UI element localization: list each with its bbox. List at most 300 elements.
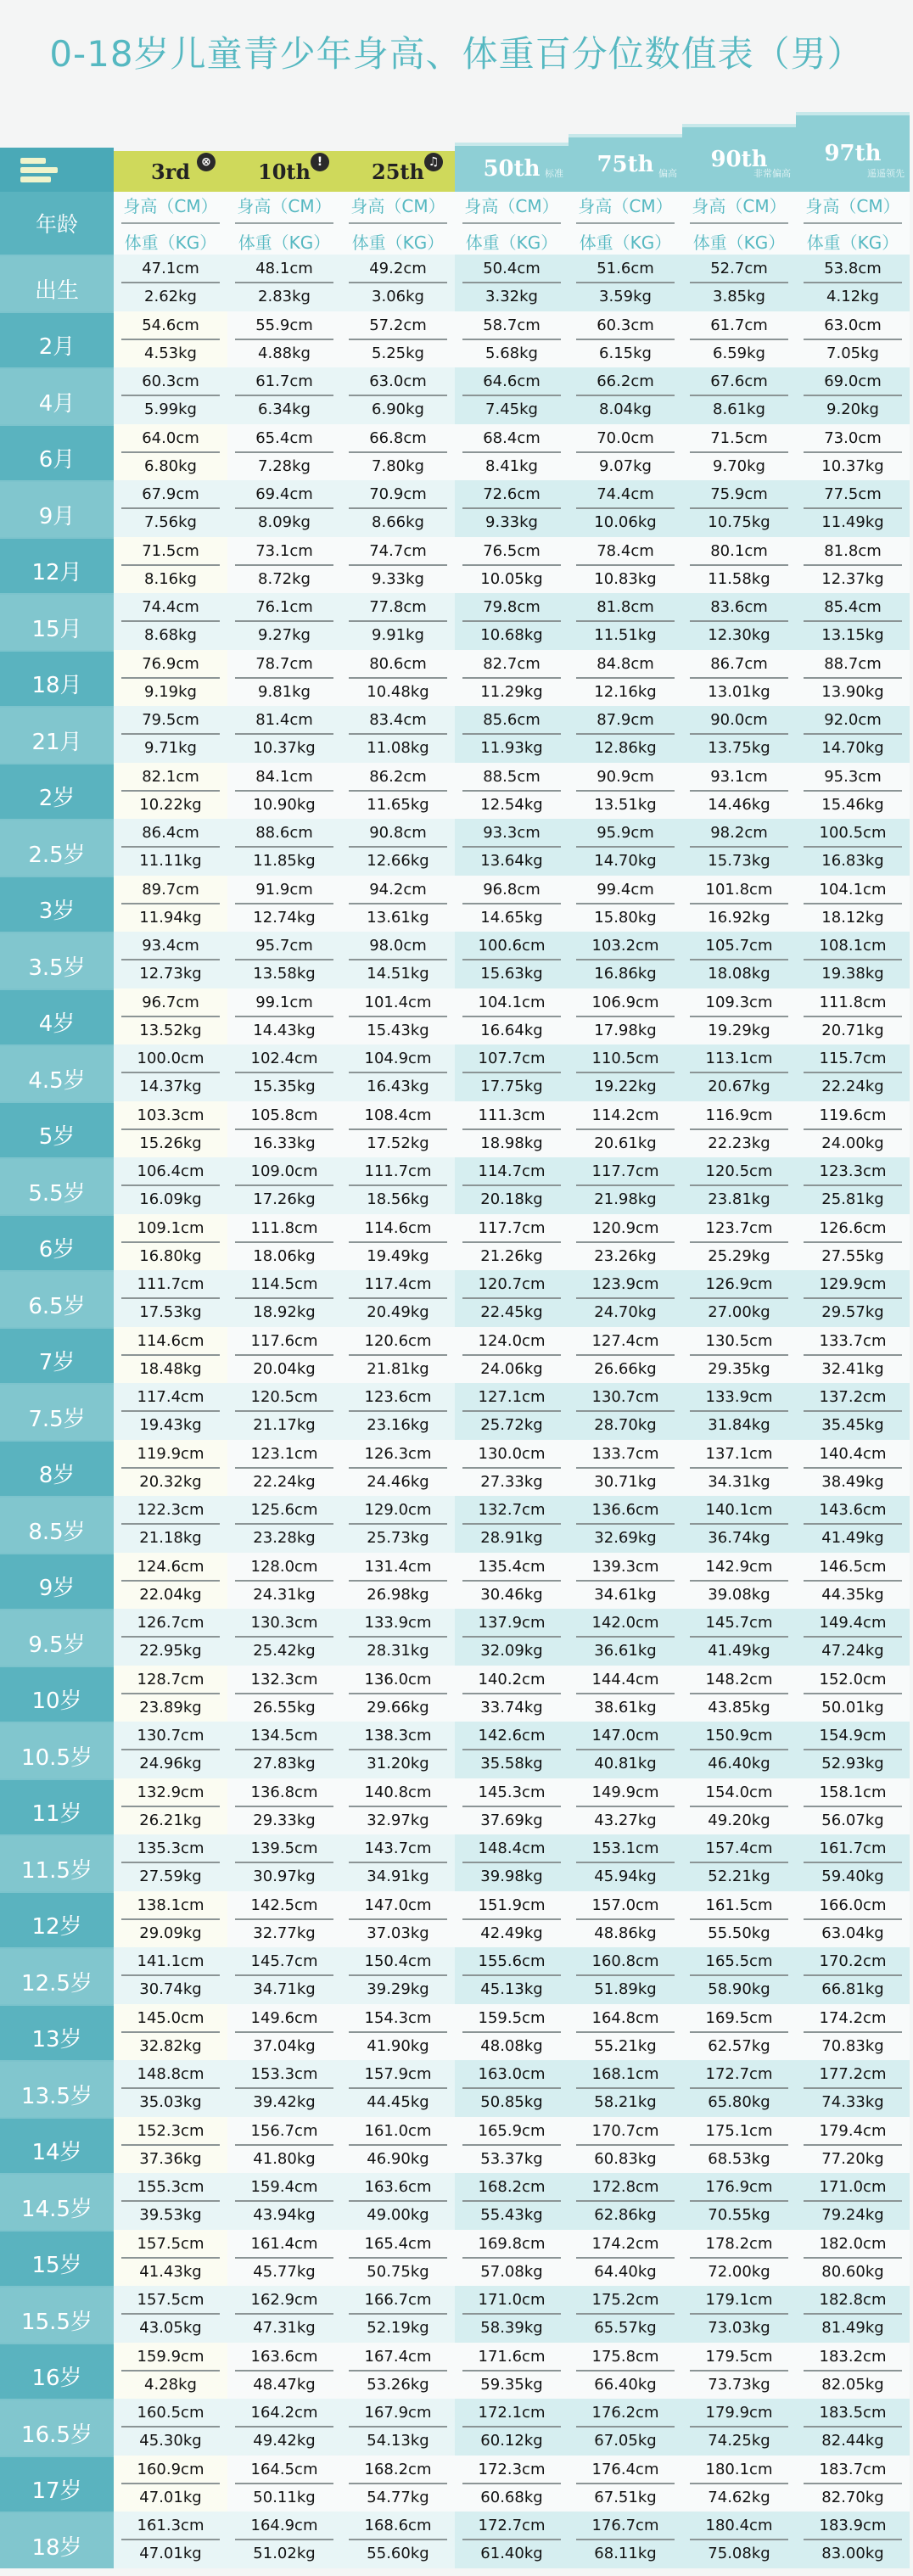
height-value: 74.4cm xyxy=(576,485,675,509)
weight-value: 36.74kg xyxy=(708,1529,770,1548)
weight-value: 82.44kg xyxy=(821,2432,884,2450)
value-cell xyxy=(569,2117,682,2174)
height-value: 138.3cm xyxy=(349,1727,447,1750)
weight-value: 32.69kg xyxy=(594,1529,657,1548)
weight-value: 47.31kg xyxy=(253,2319,316,2338)
weight-value: 19.38kg xyxy=(821,965,884,983)
height-value: 76.1cm xyxy=(235,598,333,622)
height-value: 81.8cm xyxy=(576,598,675,622)
value-cell xyxy=(227,1553,341,1610)
height-value: 180.1cm xyxy=(690,2461,788,2484)
value-cell xyxy=(682,1440,796,1497)
value-cell xyxy=(227,367,341,424)
weight-value: 49.00kg xyxy=(367,2206,429,2225)
value-cell xyxy=(455,1044,569,1101)
height-value: 157.0cm xyxy=(576,1896,675,1920)
table-row xyxy=(0,706,913,763)
value-cell xyxy=(341,1270,455,1327)
value-cell xyxy=(569,2286,682,2343)
value-cell xyxy=(341,988,455,1045)
height-value: 145.7cm xyxy=(690,1614,788,1638)
height-value: 154.3cm xyxy=(349,2009,447,2033)
weight-value: 42.49kg xyxy=(480,1924,543,1942)
weight-value: 37.36kg xyxy=(139,2149,202,2168)
weight-value: 25.81kg xyxy=(821,1190,884,1209)
value-cell xyxy=(682,2286,796,2343)
weight-value: 30.97kg xyxy=(253,1868,316,1886)
value-cell xyxy=(796,537,910,594)
value-cell xyxy=(114,2456,227,2512)
value-cell xyxy=(227,2286,341,2343)
value-cell xyxy=(114,1157,227,1214)
weight-value: 25.42kg xyxy=(253,1642,316,1660)
weight-value: 20.49kg xyxy=(367,1303,429,1322)
weight-value: 16.92kg xyxy=(708,908,770,927)
height-value: 147.0cm xyxy=(576,1727,675,1750)
height-value: 98.0cm xyxy=(349,937,447,960)
height-value: 171.6cm xyxy=(462,2348,561,2372)
value-cell xyxy=(227,1609,341,1666)
value-cell xyxy=(341,2399,455,2456)
height-value: 175.1cm xyxy=(690,2122,788,2146)
height-value: 114.7cm xyxy=(462,1162,561,1186)
value-cell xyxy=(455,2004,569,2061)
height-value: 157.9cm xyxy=(349,2065,447,2089)
weight-value: 15.35kg xyxy=(253,1078,316,1096)
value-cell xyxy=(114,988,227,1045)
value-cell xyxy=(227,424,341,481)
weight-value: 70.55kg xyxy=(708,2206,770,2225)
weight-value: 13.75kg xyxy=(708,739,770,758)
height-value: 109.3cm xyxy=(690,994,788,1017)
percentile-label: 97th xyxy=(824,141,882,166)
height-value: 111.3cm xyxy=(462,1106,561,1130)
weight-value: 45.13kg xyxy=(480,1980,543,1999)
height-value: 89.7cm xyxy=(121,881,220,904)
value-cell xyxy=(569,988,682,1045)
weight-value: 3.06kg xyxy=(372,288,424,306)
height-value: 126.3cm xyxy=(349,1445,447,1469)
value-cell xyxy=(341,2230,455,2287)
weight-value: 10.48kg xyxy=(367,682,429,701)
height-value: 140.8cm xyxy=(349,1784,447,1807)
height-value: 170.2cm xyxy=(804,1952,902,1976)
weight-value: 26.21kg xyxy=(139,1811,202,1829)
value-cell xyxy=(114,1496,227,1553)
height-value: 168.6cm xyxy=(349,2517,447,2540)
weight-value: 35.58kg xyxy=(480,1755,543,1773)
age-label: 14岁 xyxy=(0,2117,114,2174)
value-cell xyxy=(341,706,455,763)
value-cell xyxy=(682,2512,796,2568)
age-label: 21月 xyxy=(0,706,114,763)
weight-value: 56.07kg xyxy=(821,1811,884,1829)
weight-value: 19.29kg xyxy=(708,1021,770,1039)
height-value: 53.8cm xyxy=(804,260,902,283)
value-cell xyxy=(796,1722,910,1778)
weight-value: 4.88kg xyxy=(258,344,311,362)
weight-value: 47.01kg xyxy=(139,2488,202,2506)
table-row xyxy=(0,424,913,481)
value-cell xyxy=(114,2117,227,2174)
value-cell xyxy=(682,650,796,707)
weight-value: 29.09kg xyxy=(139,1924,202,1942)
height-value: 165.9cm xyxy=(462,2122,561,2146)
age-label: 12月 xyxy=(0,537,114,594)
height-value: 130.7cm xyxy=(121,1727,220,1750)
weight-value: 22.45kg xyxy=(480,1303,543,1322)
height-value: 74.7cm xyxy=(349,542,447,566)
value-cell xyxy=(227,2456,341,2512)
percentile-label: 90th xyxy=(710,147,768,172)
weight-value: 52.93kg xyxy=(821,1755,884,1773)
height-value: 142.0cm xyxy=(576,1614,675,1638)
value-cell xyxy=(227,876,341,932)
height-value: 136.6cm xyxy=(576,1501,675,1525)
weight-value: 5.25kg xyxy=(372,344,424,362)
value-cell xyxy=(569,876,682,932)
height-value: 132.7cm xyxy=(462,1501,561,1525)
age-label: 18月 xyxy=(0,650,114,707)
value-cell xyxy=(341,1553,455,1610)
value-cell xyxy=(227,480,341,537)
value-cell xyxy=(114,1947,227,2004)
height-value: 168.2cm xyxy=(349,2461,447,2484)
height-value: 182.8cm xyxy=(804,2291,902,2315)
weight-value: 3.32kg xyxy=(485,288,538,306)
value-cell xyxy=(796,255,910,311)
height-value: 133.7cm xyxy=(804,1332,902,1356)
height-value: 55.9cm xyxy=(235,316,333,340)
height-value: 142.6cm xyxy=(462,1727,561,1750)
age-label: 4岁 xyxy=(0,988,114,1045)
height-value: 119.6cm xyxy=(804,1106,902,1130)
value-cell xyxy=(114,367,227,424)
value-cell xyxy=(569,1383,682,1440)
weight-value: 10.06kg xyxy=(594,513,657,532)
height-value: 77.5cm xyxy=(804,485,902,509)
value-cell xyxy=(455,1101,569,1158)
height-value: 108.1cm xyxy=(804,937,902,960)
height-value: 86.4cm xyxy=(121,824,220,848)
weight-value: 14.51kg xyxy=(367,965,429,983)
value-cell xyxy=(796,1609,910,1666)
height-value: 129.0cm xyxy=(349,1501,447,1525)
value-cell xyxy=(569,2004,682,2061)
weight-value: 8.41kg xyxy=(485,456,538,475)
weight-value: 13.52kg xyxy=(139,1021,202,1039)
weight-value: 6.59kg xyxy=(713,344,765,362)
weight-value: 32.77kg xyxy=(253,1924,316,1942)
value-cell xyxy=(341,1101,455,1158)
height-value: 93.4cm xyxy=(121,937,220,960)
weight-value: 24.46kg xyxy=(367,1472,429,1491)
value-cell xyxy=(114,480,227,537)
weight-value: 50.85kg xyxy=(480,2093,543,2112)
weight-value: 51.02kg xyxy=(253,2545,316,2563)
value-cell xyxy=(569,1440,682,1497)
age-label: 9岁 xyxy=(0,1553,114,1610)
weight-value: 10.05kg xyxy=(480,569,543,588)
value-cell xyxy=(569,1327,682,1384)
height-value: 63.0cm xyxy=(349,372,447,396)
value-cell xyxy=(114,1891,227,1948)
value-cell xyxy=(341,367,455,424)
weight-value: 12.37kg xyxy=(821,569,884,588)
weight-value: 24.96kg xyxy=(139,1755,202,1773)
value-cell xyxy=(682,932,796,988)
value-cell xyxy=(227,1044,341,1101)
value-cell xyxy=(455,876,569,932)
value-cell xyxy=(796,1157,910,1214)
height-value: 120.5cm xyxy=(235,1388,333,1412)
height-value: 178.2cm xyxy=(690,2235,788,2259)
weight-value: 12.54kg xyxy=(480,795,543,814)
weight-value: 22.04kg xyxy=(139,1585,202,1604)
height-value: 83.4cm xyxy=(349,711,447,735)
value-cell xyxy=(341,311,455,368)
value-cell xyxy=(455,1834,569,1891)
height-value: 159.5cm xyxy=(462,2009,561,2033)
height-value: 180.4cm xyxy=(690,2517,788,2540)
percentile-label: 10th xyxy=(258,159,311,184)
height-value: 176.2cm xyxy=(576,2404,675,2428)
value-cell xyxy=(227,1722,341,1778)
height-value: 174.2cm xyxy=(804,2009,902,2033)
height-value: 131.4cm xyxy=(349,1558,447,1582)
weight-value: 26.66kg xyxy=(594,1359,657,1378)
weight-value: 48.47kg xyxy=(253,2375,316,2394)
weight-value: 61.40kg xyxy=(480,2545,543,2563)
weight-value: 21.81kg xyxy=(367,1359,429,1378)
age-label: 5岁 xyxy=(0,1101,114,1158)
percentile-note: 非常偏高 xyxy=(753,168,791,179)
value-cell xyxy=(341,1496,455,1553)
height-value: 117.4cm xyxy=(349,1275,447,1299)
value-cell xyxy=(682,763,796,820)
table-row xyxy=(0,2230,913,2287)
height-value: 74.4cm xyxy=(121,598,220,622)
weight-value: 6.90kg xyxy=(372,400,424,419)
height-value: 153.1cm xyxy=(576,1840,675,1863)
height-value: 73.0cm xyxy=(804,429,902,453)
weight-value: 32.09kg xyxy=(480,1642,543,1660)
weight-value: 9.07kg xyxy=(599,456,652,475)
weight-value: 15.46kg xyxy=(821,795,884,814)
age-label: 6岁 xyxy=(0,1214,114,1271)
weight-value: 20.67kg xyxy=(708,1078,770,1096)
value-cell xyxy=(682,2343,796,2400)
height-value: 67.6cm xyxy=(690,372,788,396)
height-value: 107.7cm xyxy=(462,1050,561,1073)
height-value: 119.9cm xyxy=(121,1445,220,1469)
weight-value: 41.80kg xyxy=(253,2149,316,2168)
value-cell xyxy=(682,819,796,876)
value-cell xyxy=(796,706,910,763)
value-cell xyxy=(114,1214,227,1271)
weight-value: 32.97kg xyxy=(367,1811,429,1829)
value-cell xyxy=(114,2004,227,2061)
weight-value: 10.75kg xyxy=(708,513,770,532)
height-value: 175.8cm xyxy=(576,2348,675,2372)
height-value: 80.6cm xyxy=(349,655,447,679)
value-cell xyxy=(796,1891,910,1948)
value-cell xyxy=(455,1270,569,1327)
height-value: 61.7cm xyxy=(690,316,788,340)
height-value: 110.5cm xyxy=(576,1050,675,1073)
value-cell xyxy=(341,1778,455,1835)
height-value: 125.6cm xyxy=(235,1501,333,1525)
height-value: 123.3cm xyxy=(804,1162,902,1186)
table-row xyxy=(0,1101,913,1158)
weight-value: 39.08kg xyxy=(708,1585,770,1604)
value-cell xyxy=(569,2512,682,2568)
value-cell xyxy=(114,1834,227,1891)
value-cell xyxy=(455,1440,569,1497)
value-cell xyxy=(114,1044,227,1101)
height-value: 150.4cm xyxy=(349,1952,447,1976)
height-value: 157.5cm xyxy=(121,2235,220,2259)
height-value: 114.5cm xyxy=(235,1275,333,1299)
weight-value: 25.29kg xyxy=(708,1246,770,1265)
height-value: 96.7cm xyxy=(121,994,220,1017)
value-cell xyxy=(114,311,227,368)
height-value: 63.0cm xyxy=(804,316,902,340)
weight-value: 26.98kg xyxy=(367,1585,429,1604)
age-label: 2.5岁 xyxy=(0,819,114,876)
weight-value: 9.71kg xyxy=(144,739,197,758)
value-cell xyxy=(569,650,682,707)
value-cell xyxy=(227,2060,341,2117)
height-value: 47.1cm xyxy=(121,260,220,283)
weight-value: 74.62kg xyxy=(708,2488,770,2506)
weight-value: 9.19kg xyxy=(144,682,197,701)
weight-value: 6.34kg xyxy=(258,400,311,419)
value-cell xyxy=(227,1834,341,1891)
weight-value: 18.12kg xyxy=(821,908,884,927)
height-value: 168.2cm xyxy=(462,2178,561,2202)
value-cell xyxy=(455,819,569,876)
bar-chart-icon xyxy=(20,158,58,182)
weight-value: 66.40kg xyxy=(594,2375,657,2394)
height-value: 73.1cm xyxy=(235,542,333,566)
weight-value: 63.04kg xyxy=(821,1924,884,1942)
weight-value: 22.24kg xyxy=(253,1472,316,1491)
weight-value: 32.41kg xyxy=(821,1359,884,1378)
weight-value: 13.01kg xyxy=(708,682,770,701)
table-row xyxy=(0,1044,913,1101)
value-cell xyxy=(227,932,341,988)
height-value: 179.5cm xyxy=(690,2348,788,2372)
age-label: 11岁 xyxy=(0,1778,114,1835)
value-cell xyxy=(682,1778,796,1835)
weight-value: 18.08kg xyxy=(708,965,770,983)
weight-value: 12.30kg xyxy=(708,626,770,645)
weight-value: 39.42kg xyxy=(253,2093,316,2112)
weight-value: 37.03kg xyxy=(367,1924,429,1942)
age-label: 7岁 xyxy=(0,1327,114,1384)
value-cell xyxy=(227,1891,341,1948)
weight-value: 20.32kg xyxy=(139,1472,202,1491)
value-cell xyxy=(227,706,341,763)
weight-value: 27.55kg xyxy=(821,1246,884,1265)
weight-value: 39.53kg xyxy=(139,2206,202,2225)
height-value: 103.3cm xyxy=(121,1106,220,1130)
weight-value: 58.39kg xyxy=(480,2319,543,2338)
table-row xyxy=(0,1440,913,1497)
table-row xyxy=(0,2343,913,2400)
height-value: 165.5cm xyxy=(690,1952,788,1976)
height-value: 109.0cm xyxy=(235,1162,333,1186)
value-cell xyxy=(227,2173,341,2230)
weight-value: 65.57kg xyxy=(594,2319,657,2338)
weight-value: 20.04kg xyxy=(253,1359,316,1378)
weight-value: 27.83kg xyxy=(253,1755,316,1773)
table-row xyxy=(0,1947,913,2004)
height-value: 179.9cm xyxy=(690,2404,788,2428)
column-header: 身高（CM） 体重（KG） xyxy=(796,192,910,255)
height-value: 172.3cm xyxy=(462,2461,561,2484)
value-cell xyxy=(682,2456,796,2512)
weight-value: 29.66kg xyxy=(367,1698,429,1716)
weight-value: 45.30kg xyxy=(139,2432,202,2450)
weight-value: 40.81kg xyxy=(594,1755,657,1773)
value-cell xyxy=(682,311,796,368)
height-value: 152.0cm xyxy=(804,1671,902,1694)
weight-value: 19.22kg xyxy=(594,1078,657,1096)
weight-value: 5.68kg xyxy=(485,344,538,362)
height-value: 154.0cm xyxy=(690,1784,788,1807)
height-value: 86.2cm xyxy=(349,768,447,792)
weight-value: 9.33kg xyxy=(485,513,538,532)
height-value: 123.9cm xyxy=(576,1275,675,1299)
height-value: 127.1cm xyxy=(462,1388,561,1412)
weight-value: 18.48kg xyxy=(139,1359,202,1378)
height-value: 155.3cm xyxy=(121,2178,220,2202)
value-cell xyxy=(114,255,227,311)
value-cell xyxy=(227,2399,341,2456)
height-value: 123.1cm xyxy=(235,1445,333,1469)
height-value: 102.4cm xyxy=(235,1050,333,1073)
value-cell xyxy=(341,1947,455,2004)
value-cell xyxy=(569,537,682,594)
value-cell xyxy=(114,2060,227,2117)
height-value: 82.7cm xyxy=(462,655,561,679)
weight-value: 30.71kg xyxy=(594,1472,657,1491)
table-row xyxy=(0,1383,913,1440)
weight-value: 10.37kg xyxy=(253,739,316,758)
value-cell xyxy=(569,1834,682,1891)
height-value: 67.9cm xyxy=(121,485,220,509)
height-value: 98.2cm xyxy=(690,824,788,848)
value-cell xyxy=(796,988,910,1045)
weight-value: 38.61kg xyxy=(594,1698,657,1716)
weight-value: 24.31kg xyxy=(253,1585,316,1604)
height-value: 83.6cm xyxy=(690,598,788,622)
weight-value: 54.77kg xyxy=(367,2488,429,2506)
weight-value: 33.74kg xyxy=(480,1698,543,1716)
height-value: 176.7cm xyxy=(576,2517,675,2540)
age-label: 15.5岁 xyxy=(0,2286,114,2343)
value-cell xyxy=(569,1947,682,2004)
weight-value: 7.45kg xyxy=(485,400,538,419)
value-cell xyxy=(569,367,682,424)
weight-value: 50.01kg xyxy=(821,1698,884,1716)
height-value: 80.1cm xyxy=(690,542,788,566)
value-cell xyxy=(796,2173,910,2230)
value-cell xyxy=(341,2456,455,2512)
table-row xyxy=(0,1609,913,1666)
